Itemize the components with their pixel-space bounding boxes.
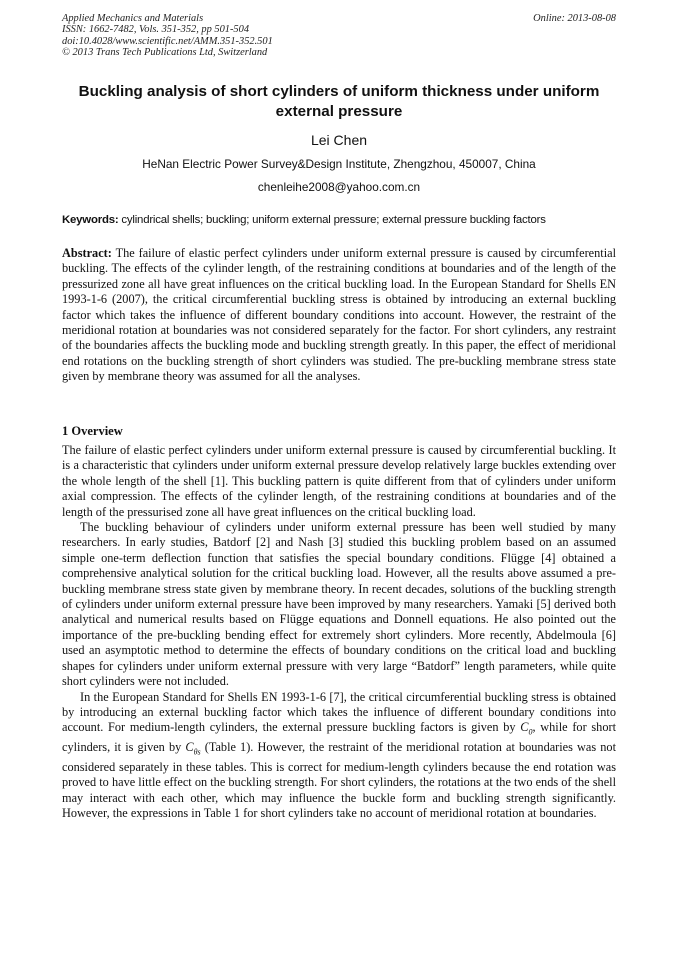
symbol-c0 [520,720,533,737]
paragraph-1: The failure of elastic perfect cylinders under uniform external pressure is caused by circumferential buckling. It is a characteristic that cylinders under uniform external pressure develop relatively large buckles extending over the whole length of the shell [1]. This buckling pattern is quite different from that of cylinders under uniform axial compression. The effects of the cylinder length, of the restraining conditions at boundaries and of the length of the pressurised zone all have great influences on the critical buckling load. [62,443,616,519]
symbol-ctheta-s-base: C [185,740,194,755]
symbol-ctheta-s [185,740,201,757]
abstract-text: The failure of elastic perfect cylinders under uniform external pressure is caused by circumferential buckling. The effects of the cylinder length, of the restraining conditions at boundaries and of the length of the pressurized zone all have great influences on the critical buckling load. In the European Standard for Shells EN 1993-1-6 (2007), the critical circumferential buckling stress is obtained by introducing an external buckling factor which takes the influence of different boundary conditions into account. However, the restraint of the meridional rotation at boundaries was not considered separately for the factor. For short cylinders, any restraint of the boundaries affects the buckling mode and buckling strength greatly. In this paper, the effect of meridional end rotations on the buckling strength of short cylinders was studied. The pre-buckling membrane stress state given by membrane theory was assumed for all the analyses. [62,246,616,384]
paragraph-3-part-b: , while for short cylinders, it is given by [62,720,616,755]
journal-header [62,13,616,59]
abstract [62,246,616,385]
symbol-c0-base: C [520,720,529,735]
paragraph-2: The buckling behaviour of cylinders under uniform external pressure has been well studied by many researchers. In early studies, Batdorf [2] and Nash [3] studied this buckling problem based on an assumed simple one-term deflection function that satisfies the special boundary conditions. Flügge [4] obtained a comprehensive analytical solution for the critical buckling load. However, all the results above assumed a pre-buckling membrane stress state given by membrane theory. In recent decades, solutions of the buckling strength of cylinders under uniform external pressure have been improved by many researchers. Yamaki [5] derived both analytical and numerical results based on Flügge equations and Donnell equations. He also pointed out the importance of the pre-buckling bending effect for extremely short cylinders. More recently, Abdelmoula [6] used an asymptotic method to determine the effects of boundary conditions on the critical load and buckling shapes for cylinders under uniform external pressure with very large “Batdorf” length parameters, while quite short cylinders were not included. [62,520,616,689]
symbol-c0-sub: 0 [528,727,533,737]
author-name: Lei Chen [310,132,368,148]
author-affiliation: HeNan Electric Power Survey&Design Institute, Zhengzhou, 450007, China [142,157,536,171]
keywords-label: Keywords: [62,214,119,226]
online-date: Online: 2013-08-08 [533,13,616,24]
copyright-line: © 2013 Trans Tech Publications Ltd, Switzerland [62,47,268,59]
journal-name: Applied Mechanics and Materials [62,13,204,24]
abstract-label: Abstract: [62,246,112,260]
paragraph-3 [62,690,616,822]
symbol-ctheta-s-sub: θs [193,747,201,757]
paper-title: Buckling analysis of short cylinders of uniform thickness under uniform external pressure [78,83,600,120]
paragraph-3-part-a: In the European Standard for Shells EN 1993-1-6 [7], the critical circumferential buckling stress is obtained by introducing an external buckling factor which takes the influence of different boundary conditions into account. For medium-length cylinders, the external pressure buckling factors is given by [62,689,616,735]
author-email: chenleihe2008@yahoo.com.cn [257,180,421,194]
keywords-text: cylindrical shells; buckling; uniform external pressure; external pressure buckling factors [121,214,546,226]
section-heading: 1 Overview [62,424,123,438]
doi-line: doi:10.4028/www.scientific.net/AMM.351-352.501 [62,35,273,47]
keywords-line [62,212,622,228]
section-body [62,443,616,822]
issn-line: ISSN: 1662-7482, Vols. 351-352, pp 501-504 [62,24,250,36]
paragraph-3-part-c: (Table 1). However, the restraint of the meridional rotation at boundaries was not considered separately in these tables. This is correct for medium-length cylinders because the end rotation was proved to have little effect on the buckling strength. For short cylinders, the rotations at the two ends of the shell may interact with each other, which may influence the buckle form and buckling strength significantly. However, the expressions in Table 1 for short cylinders take no account of meridional rotation at boundaries. [62,740,616,821]
